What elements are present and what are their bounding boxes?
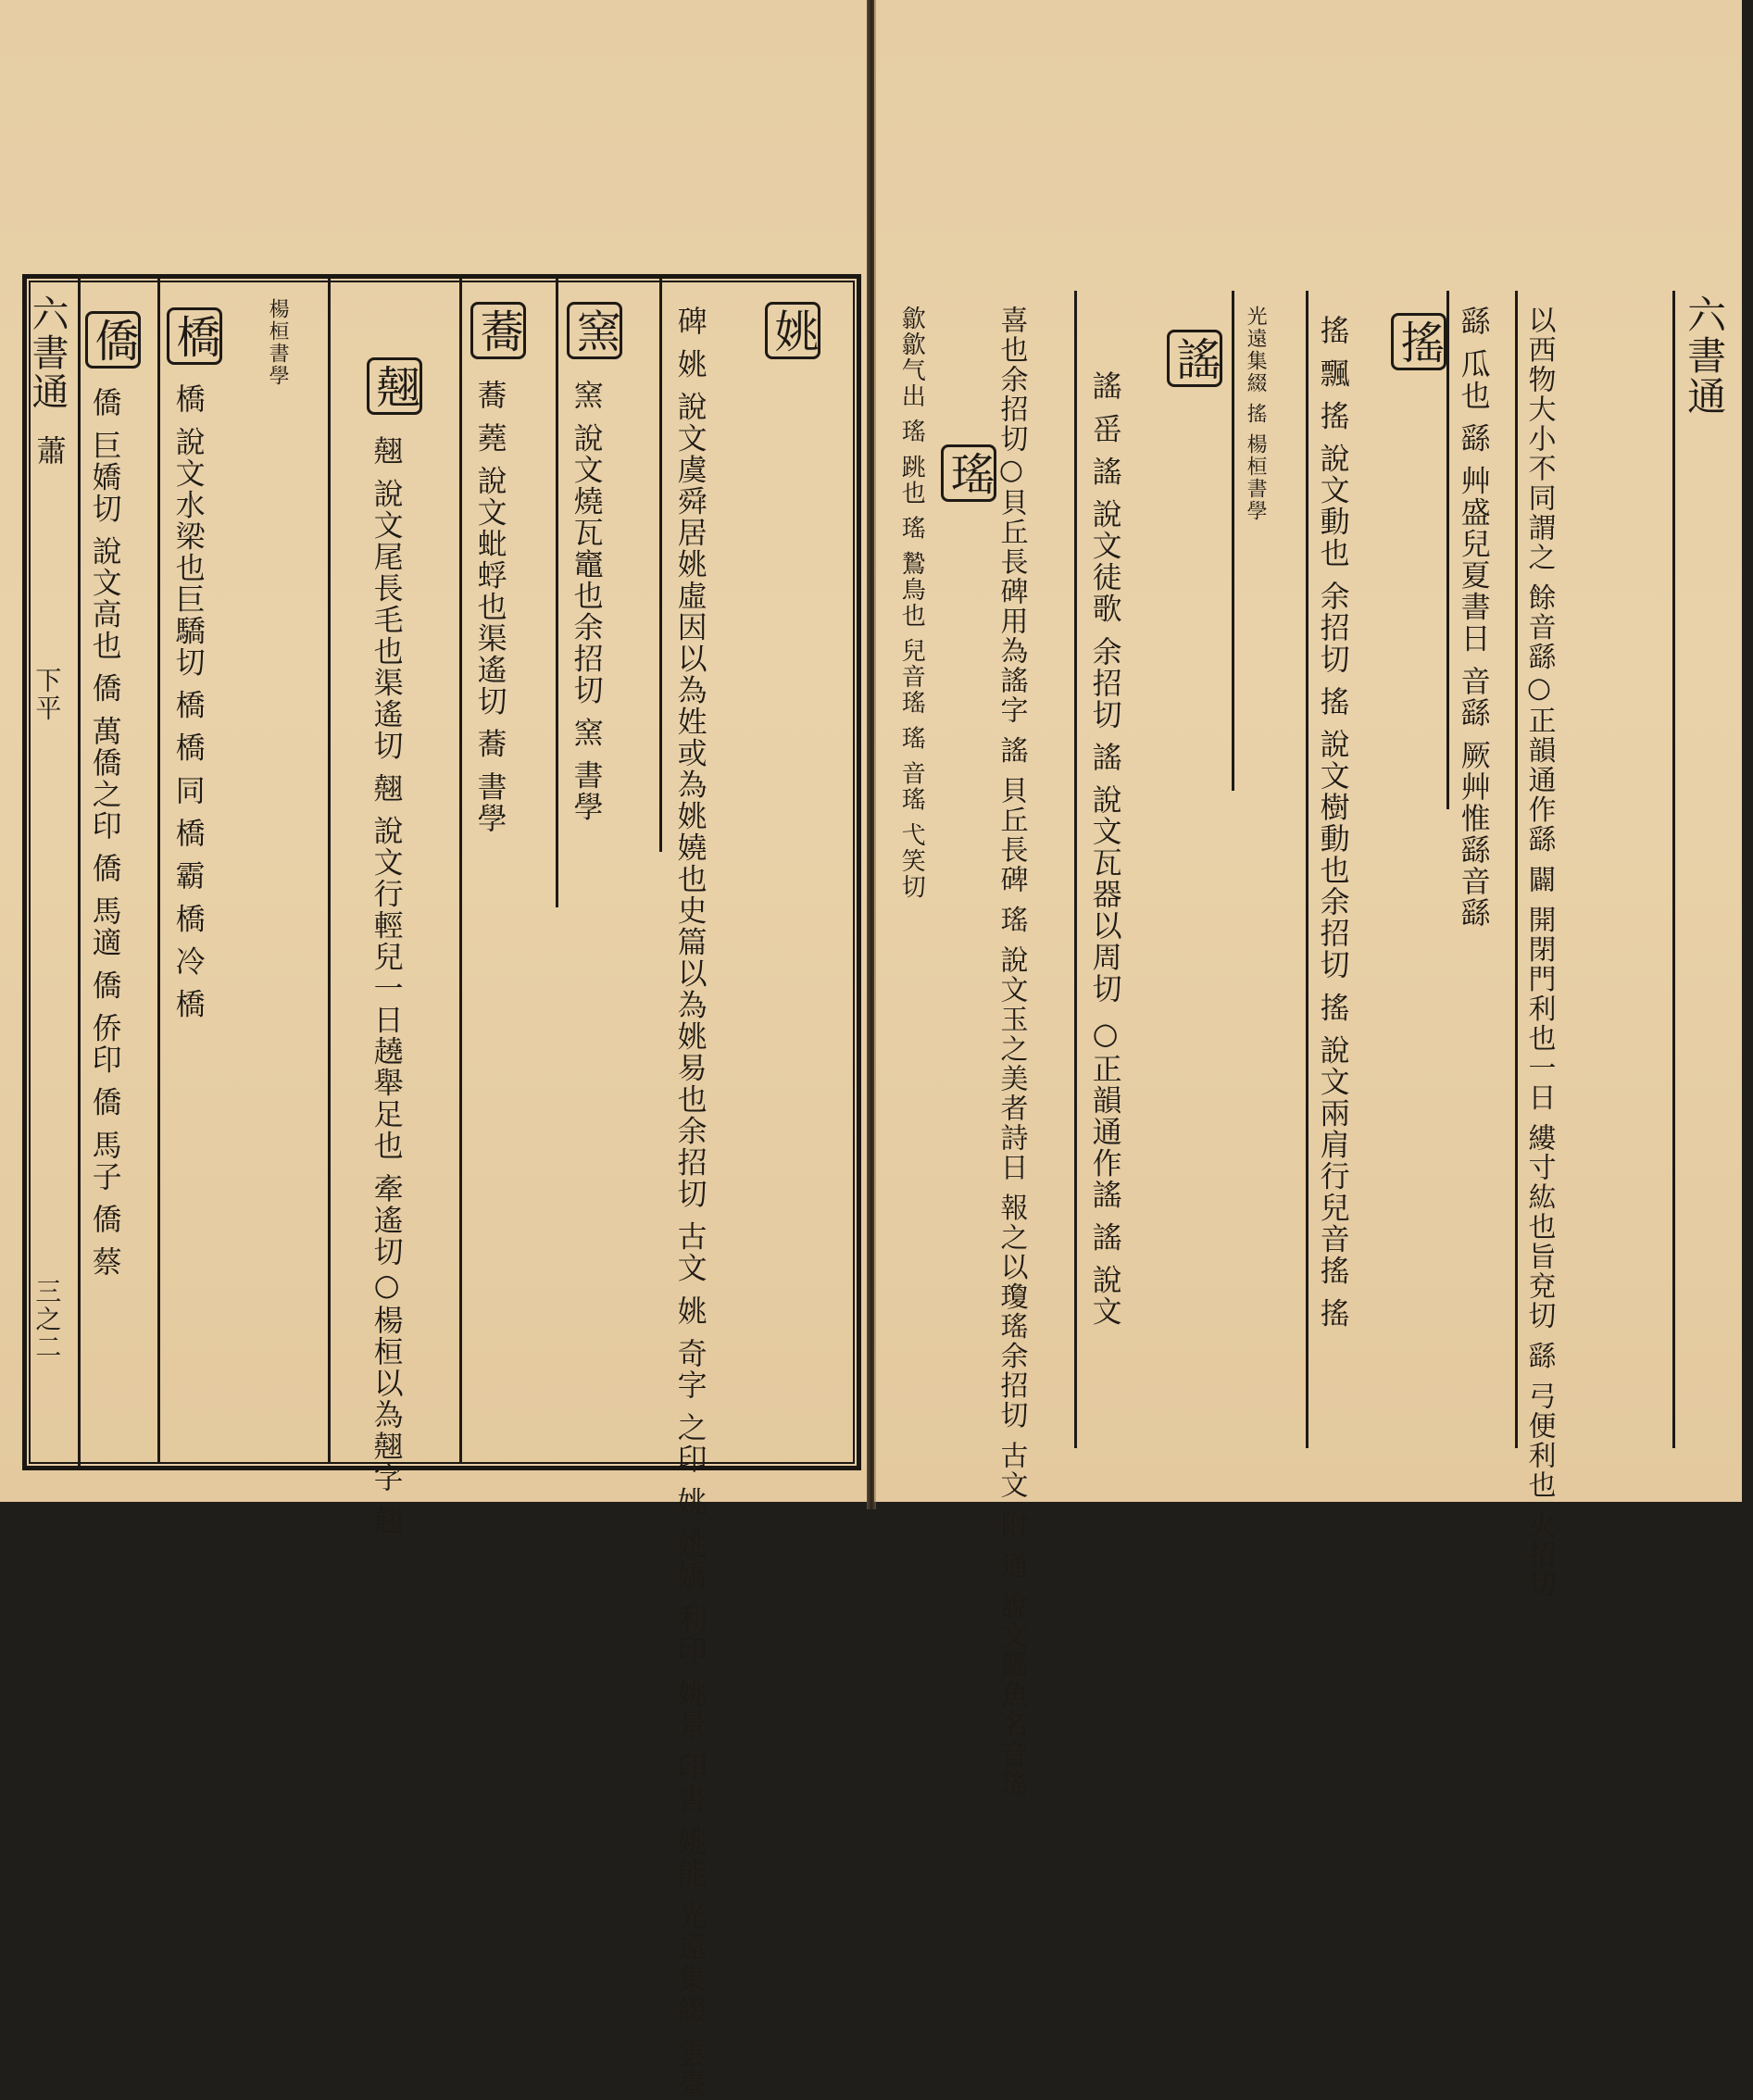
column-rule bbox=[459, 278, 462, 1463]
left-volume-label: 下平 bbox=[31, 667, 63, 722]
entry-head-qiao-plant: 蕎 bbox=[470, 302, 526, 359]
entry-head-yao-surname: 姚 bbox=[765, 302, 820, 359]
left-page bbox=[0, 0, 870, 2100]
column-rule bbox=[1232, 291, 1234, 791]
column-rule bbox=[157, 278, 160, 1463]
entry-head-qiao-bridge: 橋 bbox=[167, 307, 222, 365]
left-section-mark: 蕭 bbox=[31, 435, 68, 467]
entry-head-yao-shake: 搖 bbox=[1391, 313, 1446, 370]
column-rule bbox=[1446, 291, 1449, 809]
entry-text-qiao-person: 僑 巨嬌切 說文高也 僑 萬僑之印 僑 馬適 僑 侨印 僑 馬子 僑 蔡 bbox=[87, 387, 123, 1279]
left-page-border-frame bbox=[22, 274, 861, 2100]
entry-text-yao-shake: 搖 飄 搖 說文動也 余招切 搖 說文樹動也余招切 搖 說文兩肩行兒音搖 搖 bbox=[1315, 315, 1351, 1330]
entry-text-qiao-tail: 翹 說文尾長毛也渠遙切 翹 說文行輕兒一日趬舉足也 牽遙切○楊桓以為翹字 翹 bbox=[369, 435, 405, 1536]
entry-text-you: 繇 瓜也 繇 艸盛兒夏書日 音繇 厥艸惟繇音繇 bbox=[1456, 306, 1492, 929]
right-book-title: 六書通 bbox=[1682, 294, 1728, 417]
entry-head-yao-jade: 瑤 bbox=[941, 444, 996, 502]
column-rule bbox=[1515, 291, 1518, 1448]
entry-text-yao-misc: 歙歙气出 瑤 跳也 瑤 鷙鳥也 兒音瑤 瑤 音瑤 弋笑切 bbox=[897, 306, 926, 901]
entry-text-yao-jade: 喜也余招切○貝丘長碑用為謠字 謠 貝丘長碑 瑤 說文玉之美者詩日 報之以瓊瑤余招切 古文 附 通 說文鰩魚名音瑤 bbox=[995, 306, 1028, 1799]
entry-text-yao-kiln: 窯 說文燒瓦竈也余招切 窯 書學 bbox=[569, 380, 605, 823]
column-rule bbox=[1074, 291, 1077, 1448]
source-note: 楊桓書學 bbox=[266, 298, 290, 387]
source-note-right: 光遠集綴 搖 楊桓書學 bbox=[1244, 306, 1268, 522]
left-book-title: 六書通 bbox=[26, 294, 69, 411]
entry-head-qiao-person: 僑 bbox=[85, 311, 141, 369]
column-rule bbox=[328, 278, 331, 1463]
left-folio-number: 三之二 bbox=[31, 1278, 63, 1361]
entry-text-qiao-bridge: 橋 說文水梁也巨驕切 橋 橋 同 橋 霸 橋 冷 橋 bbox=[170, 383, 207, 1020]
column-rule bbox=[556, 278, 558, 907]
left-header-rule bbox=[78, 274, 81, 1467]
entry-text-qiao-plant: 蕎 蕘 說文蚍蜉也渠遙切 蕎 書學 bbox=[472, 380, 508, 834]
column-rule bbox=[1306, 291, 1308, 1448]
entry-head-qiao-tail: 翹 bbox=[367, 357, 422, 415]
right-header-rule bbox=[1672, 291, 1675, 1448]
entry-text-continuation: 以西物大小不同謂之 餘音繇○正韻通作繇 闢 開閉門利也一日 縷寸紘也旨兗切 繇 弓便利也 火招切 bbox=[1522, 306, 1556, 1600]
column-rule bbox=[659, 278, 662, 852]
entry-head-yao-song: 謠 bbox=[1167, 330, 1222, 387]
entry-head-yao-kiln: 窯 bbox=[567, 302, 622, 359]
right-page bbox=[874, 0, 1742, 1799]
entry-text-yao-surname: 碑 姚 說文虞舜居姚虛因以為姓或為姚嬈也史篇以為姚易也余招切 古文 姚 奇字 之印 姚 姚嬌 利印 姚景 印書 姚能 光遠集綴 雲臺 bbox=[672, 306, 708, 2100]
entry-text-yao-song: 謠 䍃 謠 說文徒歌 余招切 謠 說文瓦器以周切 ○正韻通作謠 謠 說文 bbox=[1087, 370, 1123, 1328]
